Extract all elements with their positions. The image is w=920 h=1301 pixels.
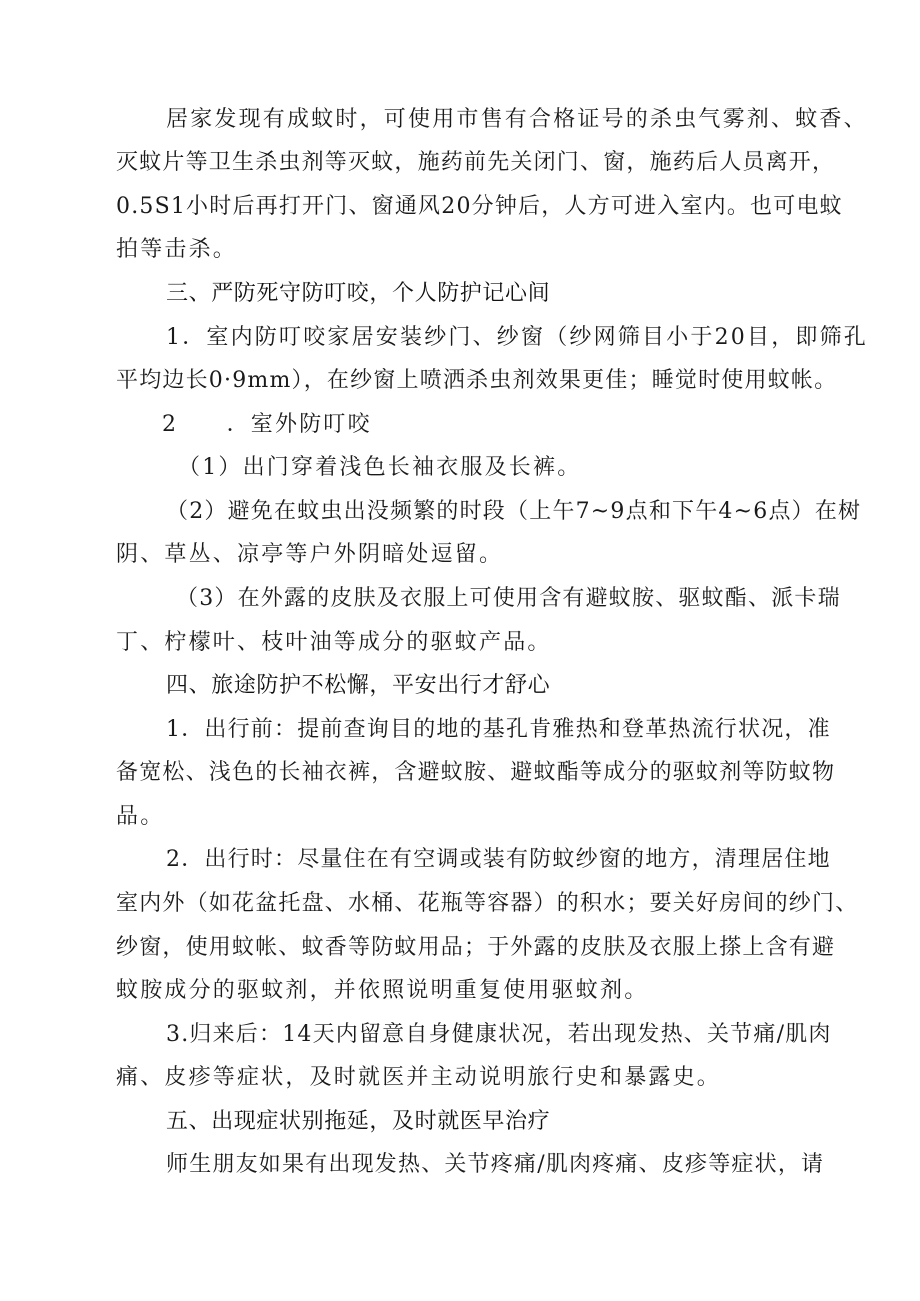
- paragraph-line: 丁、柠檬叶、枝叶油等成分的驱蚊产品。: [116, 630, 552, 655]
- paragraph-line: 品。: [116, 804, 165, 829]
- paragraph-line: 平均边长0·9mm），在纱窗上喷洒杀虫剂效果更佳；睡觉时使用蚊帐。: [116, 368, 838, 393]
- paragraph-line: 3.归来后：14天内留意自身健康状况，若出现发热、关节痛/肌肉: [166, 1022, 832, 1047]
- paragraph-line: 师生朋友如果有出现发热、关节疼痛/肌肉疼痛、皮疹等症状，请: [166, 1152, 825, 1177]
- paragraph-line: 蚊胺成分的驱蚊剂，并依照说明重复使用驱蚊剂。: [116, 978, 649, 1003]
- paragraph-line: 拍等击杀。: [116, 237, 238, 262]
- sub-list-item: （1）出门穿着浅色长袖衣服及长裤。: [178, 455, 582, 480]
- paragraph-line: 灭蚊片等卫生杀虫剂等灭蚊，施药前先关闭门、窗，施药后人员离开，: [116, 150, 836, 175]
- list-item-heading: 2 ．室外防叮咬: [162, 412, 372, 437]
- paragraph-line: 1．出行前：提前查询目的地的基孔肯雅热和登革热流行状况，准: [166, 717, 831, 742]
- paragraph-line: 2．出行时：尽量住在有空调或装有防蚊纱窗的地方，清理居住地: [166, 847, 831, 872]
- paragraph-line: 0.5S1小时后再打开门、窗通风20分钟后，人方可进入室内。也可电蚊: [116, 194, 843, 219]
- section-heading-3: 三、严防死守防叮咬，个人防护记心间: [166, 281, 551, 306]
- section-heading-4: 四、旅途防护不松懈，平安出行才舒心: [166, 673, 551, 698]
- paragraph-line: 居家发现有成蚊时，可使用市售有合格证号的杀虫气雾剂、蚊香、: [166, 107, 868, 132]
- paragraph-line: 痛、皮疹等症状，及时就医并主动说明旅行史和暴露史。: [116, 1065, 722, 1090]
- paragraph-line: 备宽松、浅色的长袖衣裤，含避蚊胺、避蚊酯等成分的驱蚊剂等防蚊物: [116, 760, 836, 785]
- sub-list-item: （3）在外露的皮肤及衣服上可使用含有避蚊胺、驱蚊酯、派卡瑞: [176, 586, 841, 611]
- paragraph-line: 室内外（如花盆托盘、水桶、花瓶等容器）的积水；要关好房间的纱门、: [116, 891, 859, 916]
- paragraph-line: 阴、草丛、凉亭等户外阴暗处逗留。: [116, 542, 504, 567]
- paragraph-line: 1．室内防叮咬家居安装纱门、纱窗（纱网筛目小于20目，即筛孔: [166, 325, 868, 350]
- paragraph-line: 纱窗，使用蚊帐、蚊香等防蚊用品；于外露的皮肤及衣服上搽上含有避: [116, 935, 836, 960]
- section-heading-5: 五、出现症状别拖延，及时就医早治疗: [166, 1109, 551, 1134]
- sub-list-item: （2）避免在蚊虫出没频繁的时段（上午7~9点和下午4~6点）在树: [166, 499, 862, 524]
